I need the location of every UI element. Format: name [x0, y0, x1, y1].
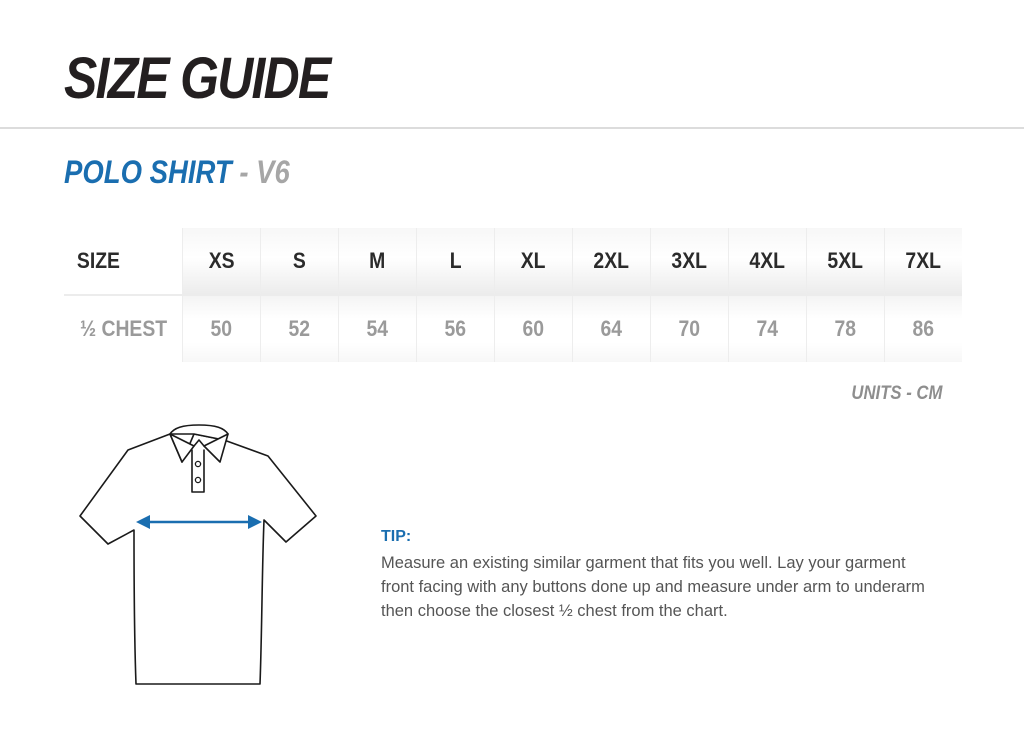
product-subtitle — [64, 152, 290, 192]
units-label: UNITS - CM — [850, 383, 942, 404]
size-cell: 5XL — [807, 228, 885, 295]
size-cell: 7XL — [885, 228, 963, 295]
chest-cell: 78 — [807, 295, 885, 362]
subtitle-separator: - — [239, 154, 249, 190]
header-divider — [0, 127, 1024, 129]
chest-row-label: ½ CHEST — [79, 316, 168, 341]
size-cell: S — [261, 228, 339, 295]
chest-cell: 50 — [183, 295, 261, 362]
chest-cell: 64 — [573, 295, 651, 362]
size-cell: XL — [495, 228, 573, 295]
chest-cell: 70 — [651, 295, 729, 362]
tip-body: Measure an existing similar garment that fits you well. Lay your garment front facing with any buttons done up and measure under arm to underarm then choose the closest ½ chest from the chart. — [381, 554, 925, 620]
size-cell: L — [417, 228, 495, 295]
chest-cell: 52 — [261, 295, 339, 362]
chest-cell: 56 — [417, 295, 495, 362]
chest-cell: 54 — [339, 295, 417, 362]
size-row — [64, 228, 962, 295]
size-chart-table — [64, 228, 962, 362]
chest-cell: 74 — [729, 295, 807, 362]
size-row-label: SIZE — [64, 228, 183, 295]
chest-cell: 60 — [495, 295, 573, 362]
size-cell: 4XL — [729, 228, 807, 295]
size-cell: M — [339, 228, 417, 295]
polo-shirt-diagram-icon — [78, 420, 320, 688]
size-cell: XS — [183, 228, 261, 295]
product-version: V6 — [256, 154, 290, 190]
page-title: SIZE GUIDE — [64, 46, 330, 111]
size-cell: 3XL — [651, 228, 729, 295]
size-cell: 2XL — [573, 228, 651, 295]
chest-row — [64, 295, 962, 362]
tip-title: TIP: — [381, 528, 412, 545]
product-name: POLO SHIRT — [64, 154, 232, 190]
chest-measure-arrow-icon — [134, 512, 264, 532]
chest-cell: 86 — [885, 295, 963, 362]
